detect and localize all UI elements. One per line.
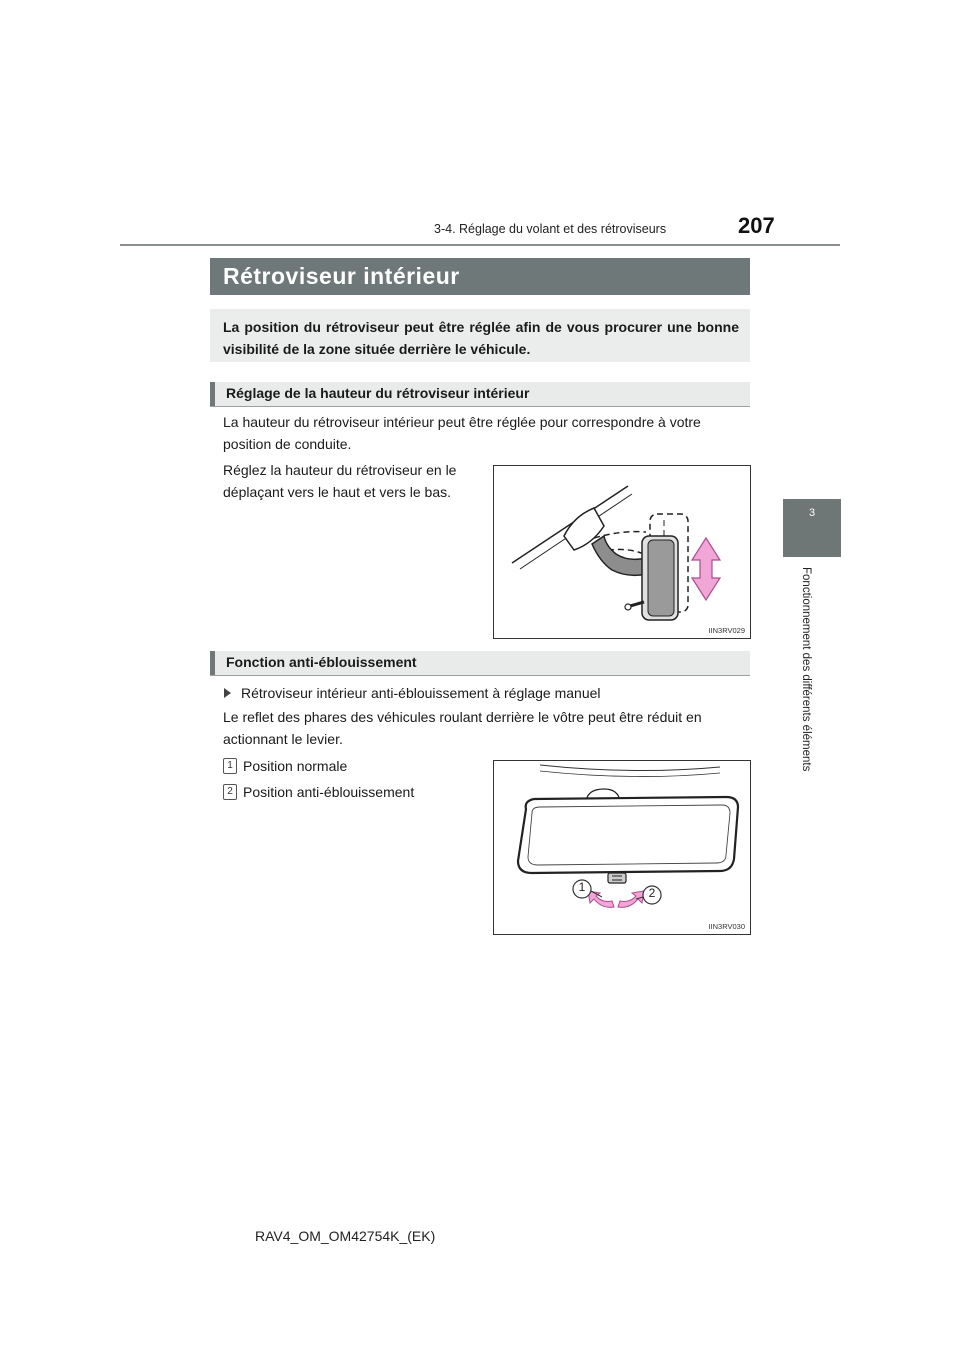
header-section-title: 3-4. Réglage du volant et des rétroviseurs [434,222,667,236]
heading-accent [210,382,215,406]
rotate-right-arrow-icon [618,891,644,907]
chapter-tab-title: Fonctionnement des différents éléments [800,567,812,772]
header-rule [120,244,840,246]
callout-label-2: 2 [648,886,656,900]
footer-document-code: RAV4_OM_OM42754K_(EK) [255,1228,436,1244]
antiglare-mirror-illustration [494,761,750,934]
figure-code: IIN3RV029 [708,626,745,635]
bullet-triangle-icon [224,688,231,698]
page-title: Rétroviseur intérieur [223,263,460,289]
antiglare-figure [493,760,751,935]
height-section-heading-text: Réglage de la hauteur du rétroviseur intérieur [226,385,530,401]
page-number: 207 [738,213,775,238]
callout-label-1: 1 [578,880,586,894]
intro-text: La position du rétroviseur peut être réglée afin de vous procurer une bonne visibilité de la zone située derrière le véhicule. [223,319,739,357]
antiglare-paragraph: Le reflet des phares des véhicules roulant derrière le vôtre peut être réduit en actionnant le levier. [223,709,702,747]
mirror-height-illustration [494,466,750,638]
antiglare-section-heading-text: Fonction anti-éblouissement [226,654,417,670]
antiglare-bullet: Rétroviseur intérieur anti-éblouissement à réglage manuel [241,685,601,701]
item-number-badge: 2 [223,784,237,800]
up-down-arrow-icon [692,538,720,600]
height-paragraph-2: Réglez la hauteur du rétroviseur en le déplaçant vers le haut et vers le bas. [223,462,457,500]
height-paragraph-1: La hauteur du rétroviseur intérieur peut être réglée pour correspondre à votre position de conduite. [223,414,701,452]
chapter-tab-number: 3 [808,507,816,519]
mirror-height-figure [493,465,751,639]
item-label: Position normale [243,758,348,774]
rotate-left-arrow-icon [588,891,614,907]
antiglare-section-heading [210,651,750,676]
item-number-badge: 1 [223,758,237,774]
item-label: Position anti-éblouissement [243,784,415,800]
height-section-heading [210,382,750,407]
heading-accent [210,651,215,675]
figure-code: IIN3RV030 [708,922,745,931]
